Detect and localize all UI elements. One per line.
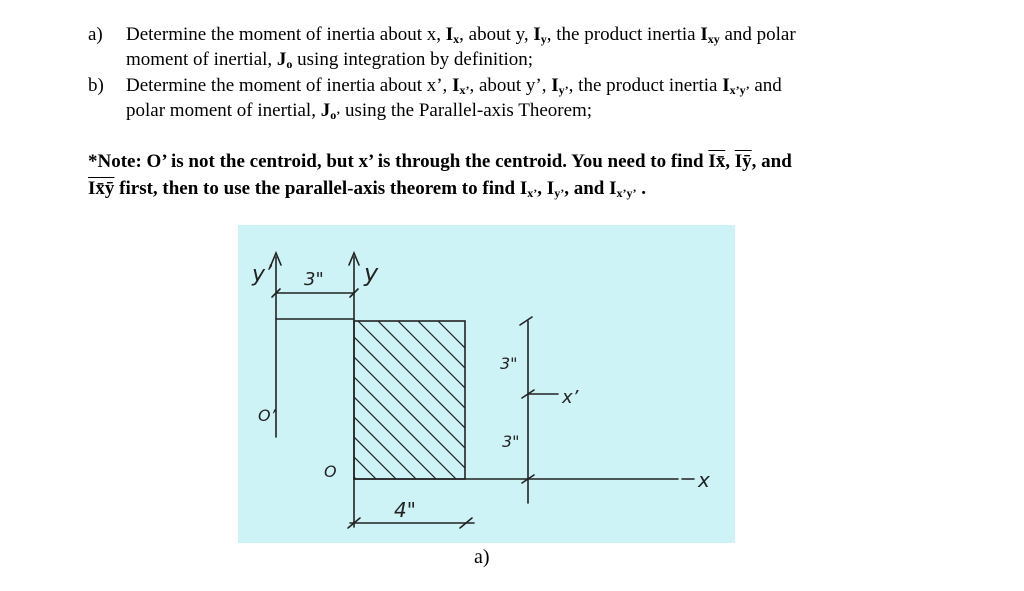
- text-run: , the product inertia: [568, 75, 723, 96]
- text-run: using the Parallel-axis Theorem;: [340, 100, 593, 121]
- text-run: ,: [725, 151, 735, 172]
- label-dim-lower-right: 3": [502, 432, 520, 451]
- label-origin: O: [324, 462, 337, 481]
- question-a-line-2: [126, 47, 926, 72]
- label-origin-prime: O’: [258, 406, 276, 425]
- symbol-iy-prime: I: [551, 75, 559, 96]
- question-a-text: [126, 22, 926, 72]
- text-run: ,: [537, 178, 547, 199]
- text-run: Determine the moment of inertia about x,: [126, 24, 446, 45]
- label-dim-bottom: 4": [394, 498, 416, 522]
- symbol-ixy-prime: I: [609, 178, 617, 199]
- subscript: y’: [558, 83, 569, 97]
- text-run: .: [636, 178, 646, 199]
- text-run: , about y,: [459, 24, 534, 45]
- question-a-label: a): [88, 24, 103, 45]
- subscript: x: [453, 32, 460, 46]
- figure-panel: [238, 225, 735, 543]
- symbol-ixy: I: [700, 24, 708, 45]
- subscript: x’y’: [616, 186, 637, 200]
- tick-mark: [520, 317, 532, 325]
- label-x-prime: x’: [562, 387, 579, 408]
- subscript: y’: [554, 186, 565, 200]
- subscript: xy: [707, 32, 720, 46]
- text-run: , and: [564, 178, 610, 199]
- symbol-iy-bar: $\overline{Iȳ}$: [734, 151, 752, 172]
- figure-caption: a): [474, 546, 490, 568]
- symbol-ixy-prime: I: [722, 75, 730, 96]
- symbol-ix-bar: Ix̄: [708, 151, 726, 172]
- symbol-iy-prime: I: [546, 178, 555, 199]
- figure-diagram: [238, 225, 735, 543]
- symbol-iy: I: [533, 24, 541, 45]
- text-run: polar moment of inertial,: [126, 100, 321, 121]
- symbol-jo: J: [276, 49, 287, 70]
- label-dim-top: 3": [304, 269, 324, 290]
- note-paragraph: [88, 148, 948, 202]
- label-y: y: [364, 259, 379, 287]
- question-a-line-1: [126, 22, 926, 47]
- text-run: and: [749, 75, 782, 96]
- text-run: , the product inertia: [546, 24, 701, 45]
- subscript: x’: [459, 83, 470, 97]
- text-run: , about y’,: [469, 75, 552, 96]
- question-b-line-2: [126, 98, 926, 123]
- text-run: and polar: [719, 24, 796, 45]
- subscript: o: [286, 57, 293, 71]
- symbol-ix-prime: I: [519, 178, 528, 199]
- question-b-line-1: [126, 73, 926, 98]
- hatched-rectangle: [354, 321, 465, 479]
- text-run: *Note: O’ is not the centroid, but x’ is through the centroid. You need to find: [88, 151, 709, 172]
- label-dim-upper-right: 3": [500, 354, 518, 373]
- symbol-jo-prime: J: [320, 100, 331, 121]
- symbol-ixy-bar: Ix̄ȳ: [88, 178, 115, 199]
- question-b-label: b): [88, 75, 104, 96]
- question-b-text: [126, 73, 926, 123]
- text-run: using integration by definition;: [292, 49, 534, 70]
- text-run: Determine the moment of inertia about x’,: [126, 75, 453, 96]
- label-y-prime: y’: [252, 262, 273, 287]
- symbol-ix: I: [445, 24, 454, 45]
- subscript: y: [540, 32, 547, 46]
- text-run: first, then to use the parallel-axis theorem to find: [114, 178, 520, 199]
- subscript: x’y’: [729, 83, 750, 97]
- label-x: x: [698, 468, 710, 492]
- symbol-ix-prime: I: [452, 75, 460, 96]
- text-run: moment of inertial,: [126, 49, 277, 70]
- subscript: o’: [330, 108, 341, 122]
- subscript: x’: [527, 186, 538, 200]
- text-run: , and: [751, 151, 792, 172]
- hatch-pattern: [238, 321, 598, 481]
